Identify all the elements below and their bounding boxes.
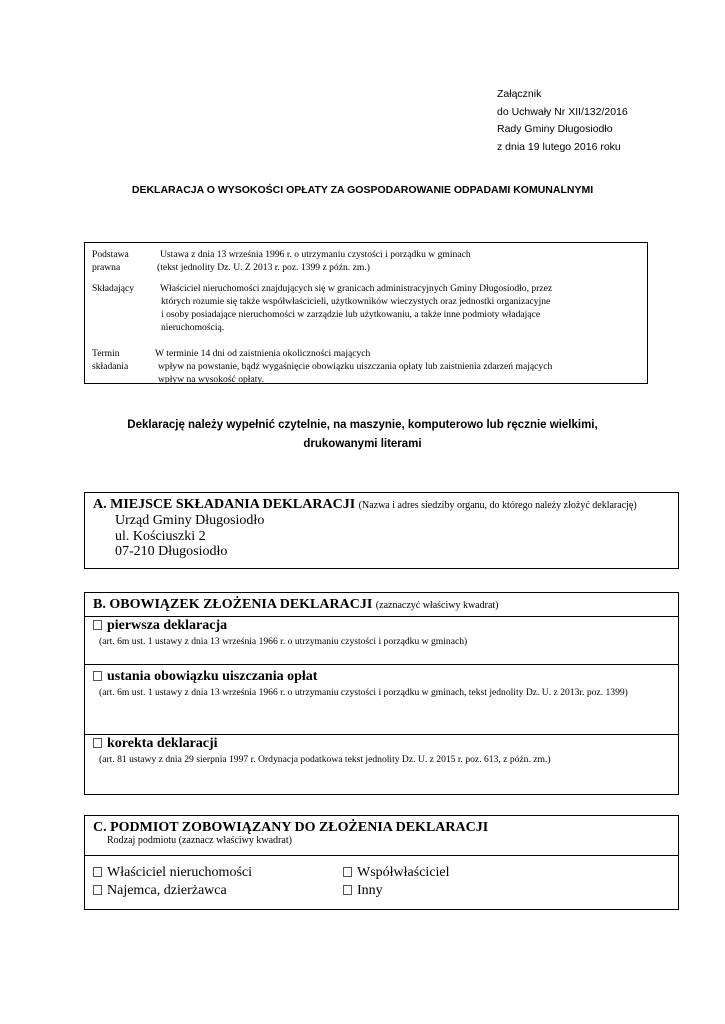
office-street: ul. Kościuszki 2 [115,529,206,544]
divider [85,664,678,665]
attachment-line: Załącznik [497,88,542,100]
deadline-text-line: wpływ na powstanie, bądź wygaśnięcie obowiązku uiszczania opłaty lub zaistnienia zdarzeń mających [158,361,553,372]
basis-text-line: (tekst jednolity Dz. U. Z 2013 r. poz. 1399 z późn. zm.) [157,262,370,273]
checkbox-icon[interactable] [93,867,102,877]
document-title: DEKLARACJA O WYSOKOŚCI OPŁATY ZA GOSPODAROWANIE ODPADAMI KOMUNALNYMI [131,184,594,196]
basis-label-line: prawna [92,262,121,273]
checkbox-icon[interactable] [93,620,102,630]
attachment-line: Rady Gminy Długosiodło [497,123,613,135]
option-correction-ref: (art. 81 ustawy z dnia 29 sierpnia 1997 r. Ordynacja podatkowa tekst jednolity Dz. U. z 2015 r. poz. 613, z późn. zm.) [99,754,551,765]
instructions-line: Deklarację należy wypełnić czytelnie, na maszynie, komputerowo lub ręcznie wielkimi, [127,419,598,431]
section-b-title: B. OBOWIĄZEK ZŁOŻENIA DEKLARACJI [93,597,373,612]
filer-text [160,282,552,334]
checkbox-icon[interactable] [93,738,102,748]
attachment-line: do Uchwały Nr XII/132/2016 [497,105,628,118]
filer-text-line: których rozumie się także współwłaścicieli, użytkowników wieczystych oraz jednostki organizacyjne [161,296,551,307]
section-a [84,492,679,569]
section-c [84,815,679,910]
option-first-ref: (art. 6m ust. 1 ustawy z dnia 13 września 1966 r. o utrzymaniu czystości i porządku w gminach) [99,636,468,647]
filer-text-line: Właściciel nieruchomości znajdujących się w granicach administracyjnych Gminy Długosiodło, przez [160,283,553,294]
filer-text-line: i osoby posiadające nieruchomości w zarządzie lub użytkowaniu, a także inne podmioty władające [161,309,541,320]
section-a-note: (Nazwa i adres siedziby organu, do którego należy złożyć deklarację) [358,500,637,511]
office-city: 07-210 Długosiodło [115,544,228,559]
checkbox-icon[interactable] [93,671,102,681]
basis-text-line: Ustawa z dnia 13 września 1996 r. o utrzymaniu czystości i porządku w gminach [160,249,471,260]
fill-instructions [0,416,725,454]
section-c-subtitle: Rodzaj podmiotu (zaznacz właściwy kwadrat) [107,835,292,846]
option-coowner[interactable] [343,865,450,881]
attachment-line: z dnia 19 lutego 2016 roku [497,140,621,153]
divider [85,855,678,856]
option-tenant[interactable] [93,883,227,899]
basis-text [157,248,471,274]
deadline-label-line: składania [92,361,129,372]
option-cessation-ref: (art. 6m ust. 1 ustawy z dnia 13 września 1966 r. o utrzymaniu czystości i porządku w gminach, tekst jednolity Dz. U. z 2013r. poz. 1399) [99,687,628,698]
deadline-text [155,347,552,386]
checkbox-icon[interactable] [93,885,102,895]
option-other[interactable] [343,883,383,899]
instructions-line: drukowanymi literami [303,438,422,450]
section-c-title: C. PODMIOT ZOBOWIĄZANY DO ZŁOŻENIA DEKLARACJI [93,820,489,835]
option-tenant-label: Najemca, dzierżawca [107,883,227,898]
option-correction-label: korekta deklaracji [107,736,218,751]
divider [85,734,678,735]
option-first-label: pierwsza deklaracja [107,618,228,633]
section-b [84,592,679,795]
section-b-heading [93,597,499,613]
deadline-label [92,347,128,373]
basis-label-line: Podstawa [92,249,129,260]
deadline-label-line: Termin [92,348,120,359]
option-cessation-label: ustania obowiązku uiszczania opłat [107,669,318,684]
section-a-heading [93,497,637,513]
checkbox-icon[interactable] [343,867,352,877]
option-correction[interactable] [93,736,218,752]
filer-text-line: nieruchomością. [161,322,225,333]
attachment-header [497,86,628,156]
filer-label: Składający [92,283,135,294]
section-a-title: A. MIEJSCE SKŁADANIA DEKLARACJI [93,497,356,512]
option-other-label: Inny [357,883,383,898]
option-owner-label: Właściciel nieruchomości [107,865,252,880]
basis-label [92,248,129,274]
legal-info-box [84,242,648,384]
office-name: Urząd Gminy Długosiodło [115,513,265,528]
deadline-text-line: W terminie 14 dni od zaistnienia okoliczności mających [155,348,371,359]
option-coowner-label: Współwłaściciel [357,865,450,880]
deadline-text-line: wpływ na wysokość opłaty. [158,374,264,385]
checkbox-icon[interactable] [343,885,352,895]
option-owner[interactable] [93,865,252,881]
divider [85,616,678,617]
option-first-declaration[interactable] [93,618,227,634]
section-b-note: (zaznaczyć właściwy kwadrat) [375,600,499,611]
option-cessation[interactable] [93,669,317,685]
